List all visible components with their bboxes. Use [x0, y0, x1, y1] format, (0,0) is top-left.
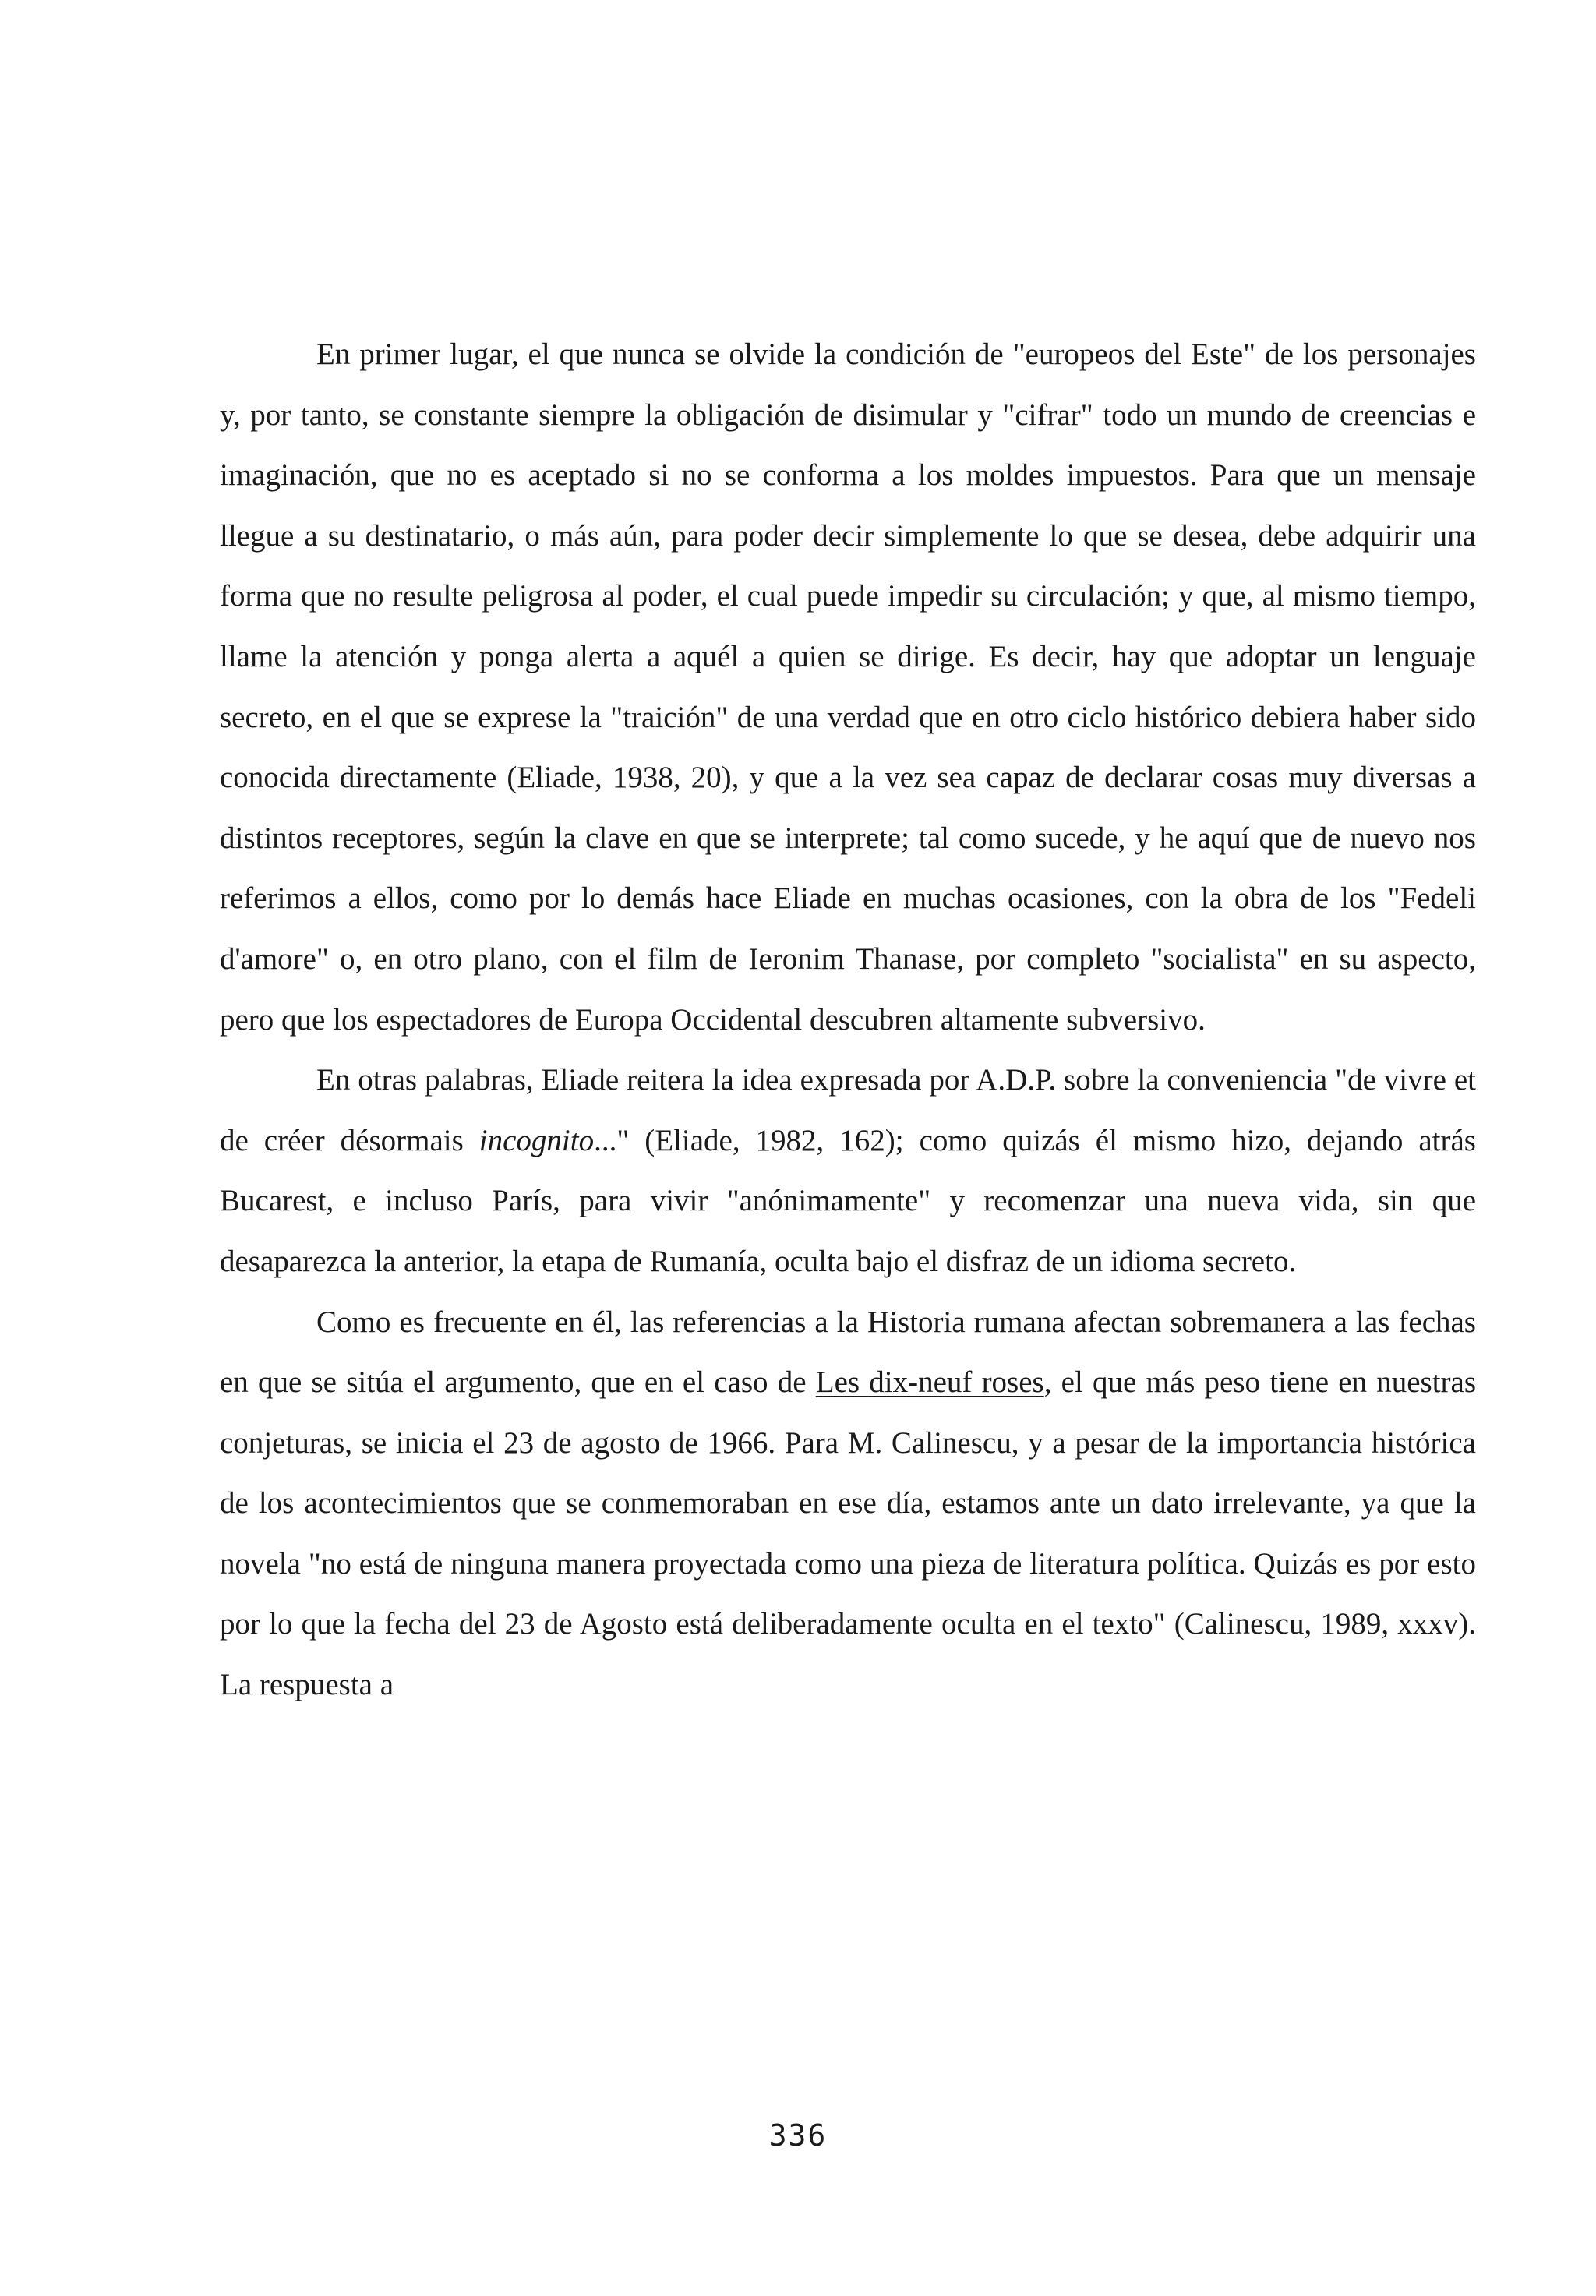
paragraph-2-text-a: En otras palabras, Eliade reitera la idea expresada por A.D.P. sobre la conveniencia "de vivre et de créer désormais	[220, 1063, 1476, 1157]
paragraph-2	[220, 1050, 1476, 1291]
body-text	[220, 324, 1476, 1715]
paragraph-1	[220, 324, 1476, 1050]
paragraph-2-text-b: ..." (Eliade, 1982, 162); como quizás él mismo hizo, dejando atrás Bucarest, e incluso París, para vivir "anónimamente" y recomenzar una nueva vida, sin que desaparezca la anterior, la etapa de Rumanía, oculta bajo el disfraz de un idioma secreto.	[220, 1123, 1476, 1278]
paragraph-3-text-a: Como es frecuente en él, las referencias a la Historia rumana afectan sobremanera a las fechas en que se sitúa el argumento, que en el caso de	[220, 1305, 1476, 1400]
italic-term: incognito	[478, 1123, 595, 1157]
paragraph-3	[220, 1292, 1476, 1715]
paragraph-1-text: En primer lugar, el que nunca se olvide la condición de "europeos del Este" de los personajes y, por tanto, se constante siempre la obligación de disimular y "cifrar" todo un mundo de creencias e imaginación, que no es aceptado si no se conforma a los moldes impuestos. Para que un mensaje llegue a su destinatario, o más aún, para poder decir simplemente lo que se desea, debe adquirir una forma que no resulte peligrosa al poder, el cual puede impedir su circulación; y que, al mismo tiempo, llame la atención y ponga alerta a aquél a quien se dirige. Es decir, hay que adoptar un lenguaje secreto, en el que se exprese la "traición" de una verdad que en otro ciclo histórico debiera haber sido conocida directamente (Eliade, 1938, 20), y que a la vez sea capaz de declarar cosas muy diversas a distintos receptores, según la clave en que se interprete; tal como sucede, y he aquí que de nuevo nos referimos a ellos, como por lo demás hace Eliade en muchas ocasiones, con la obra de los "Fedeli d'amore" o, en otro plano, con el film de Ieronim Thanase, por completo "socialista" en su aspecto, pero que los espectadores de Europa Occidental descubren altamente subversivo.	[220, 337, 1476, 1037]
book-title: Les dix-neuf roses	[815, 1365, 1044, 1400]
paragraph-3-text-b: , el que más peso tiene en nuestras conjeturas, se inicia el 23 de agosto de 1966. Para M. Calinescu, y a pesar de la importancia histórica de los acontecimientos que se conmemoraban en ese día, estamos ante un dato irrelevante, ya que la novela "no está de ninguna manera proyectada como una pieza de literatura política. Quizás es por esto por lo que la fecha del 23 de Agosto está deliberadamente oculta en el texto" (Calinescu, 1989, xxxv). La respuesta a	[220, 1365, 1477, 1702]
page-number: 336	[768, 2118, 828, 2153]
